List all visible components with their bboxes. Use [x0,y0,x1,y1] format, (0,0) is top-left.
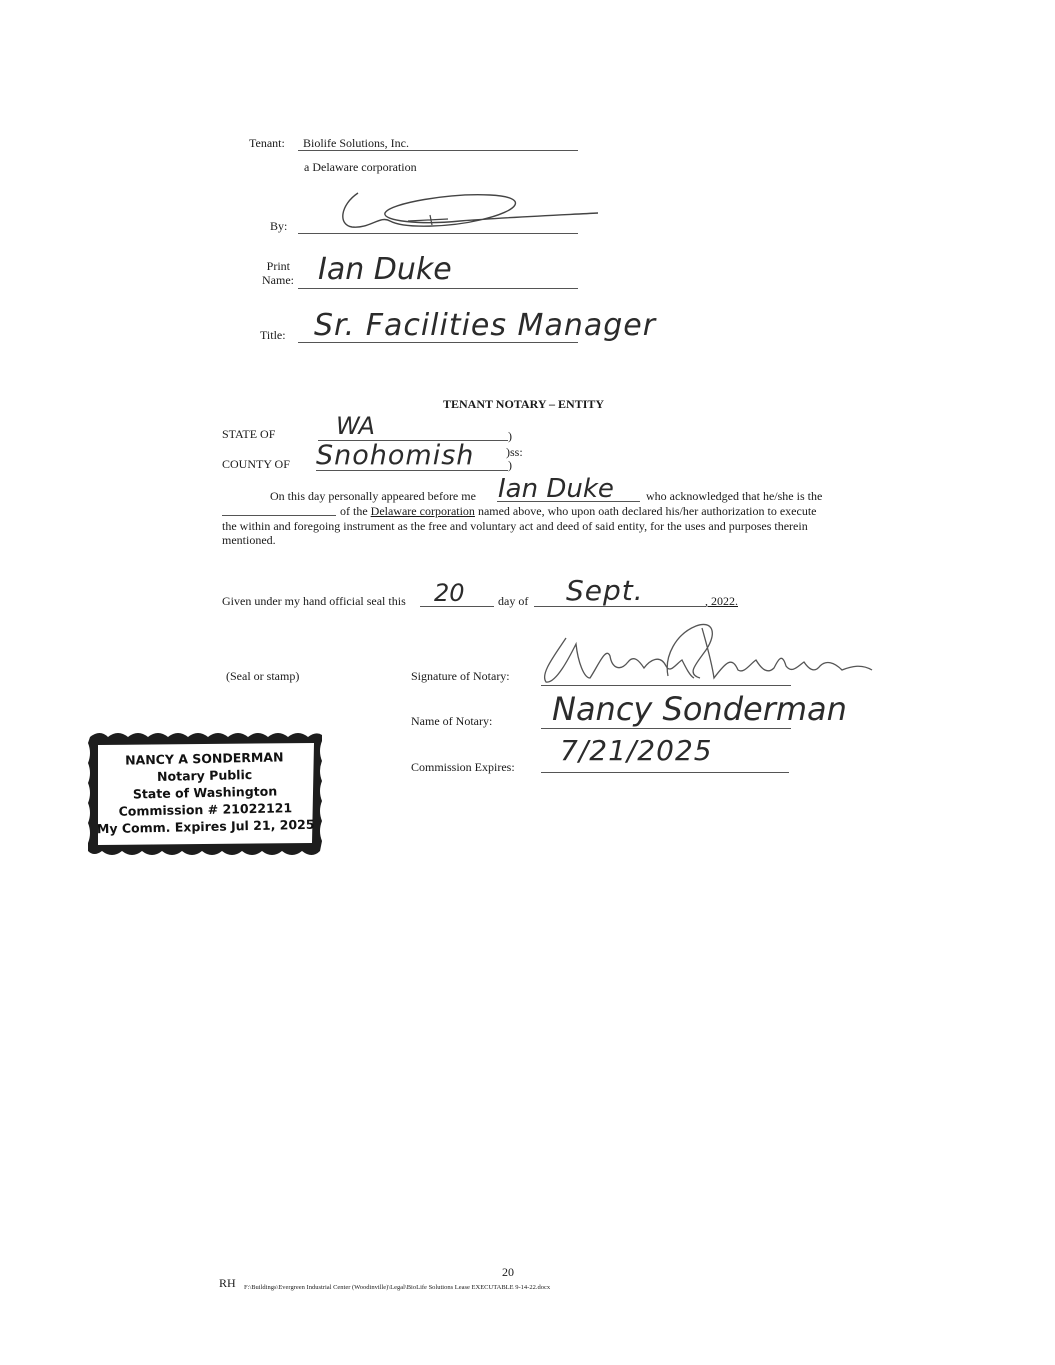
given-label: Given under my hand official seal this [222,594,406,608]
para-part1: On this day personally appeared before me [270,489,476,503]
state-value: WA [336,412,375,440]
para-line4: mentioned. [222,533,276,547]
print-name-label [262,259,294,287]
county-paren: ) [508,458,512,472]
county-label: COUNTY OF [222,457,290,471]
stamp-line-expires: My Comm. Expires Jul 21, 2025 [96,816,315,837]
state-label: STATE OF [222,427,276,441]
stamp-line-state: State of Washington [132,783,278,802]
tenant-signature [330,185,600,235]
tenant-entity-type: a Delaware corporation [304,160,417,174]
stamp-line-name: NANCY A SONDERMAN [124,749,284,768]
para-line2-post: named above, who upon oath declared his/her authorization to execute [477,504,817,518]
ss-mark: )ss: [506,445,523,459]
county-value: Snohomish [316,440,475,471]
para-line2-entity: Delaware corporation [370,504,475,518]
by-label: By: [270,219,288,233]
para-line2 [340,504,816,519]
stamp-line-commission: Commission # 21022121 [118,800,293,819]
tenant-name-line [298,150,578,151]
state-paren: ) [508,429,512,443]
para-part2: who acknowledged that he/she is the [646,489,823,503]
footer-initials: RH [219,1276,236,1290]
notary-name-line [541,728,791,729]
print-name-line [298,288,578,289]
notary-signature [536,616,876,690]
county-line [316,470,508,471]
title-label: Title: [260,328,286,342]
notary-name-label: Name of Notary: [411,714,493,728]
commission-expires-label: Commission Expires: [411,760,515,774]
tenant-label: Tenant: [249,136,285,150]
tenant-name: Biolife Solutions, Inc. [303,136,409,150]
notary-stamp [91,748,319,838]
year-value: , 2022. [705,594,738,608]
stamp-line-title: Notary Public [156,767,253,784]
month-line [534,606,706,607]
by-line [298,233,578,234]
print-label-line1: Print [266,259,290,273]
day-value: 20 [434,579,465,607]
commission-expires-line [541,772,789,773]
notary-signature-line [541,685,791,686]
appeared-name: Ian Duke [498,474,614,504]
para-line2-pre: of the [340,504,368,518]
day-line [420,606,494,607]
notary-heading: TENANT NOTARY – ENTITY [443,397,605,411]
seal-label: (Seal or stamp) [226,669,300,683]
print-name-value: Ian Duke [318,252,452,287]
para-line3: the within and foregoing instrument as the free and voluntary act and deed of said entity, for the uses and purposes therein [222,519,808,533]
print-label-line2: Name: [262,273,294,287]
notary-signature-label: Signature of Notary: [411,669,510,683]
footer-file-path: F:\Buildings\Evergreen Industrial Center (Woodinville)\Legal\BioLife Solutions Lease EXECUTABLE 9-14-22.docx [244,1284,551,1291]
title-value: Sr. Facilities Manager [314,308,657,343]
title-line [298,342,578,343]
appeared-name-line [497,501,640,502]
day-of-label: day of [498,594,529,608]
commission-expires-value: 7/21/2025 [560,734,713,767]
page-number: 20 [502,1265,514,1279]
notary-name-value: Nancy Sonderman [552,690,847,728]
month-value: Sept. [566,574,644,607]
role-blank-line [222,515,336,516]
